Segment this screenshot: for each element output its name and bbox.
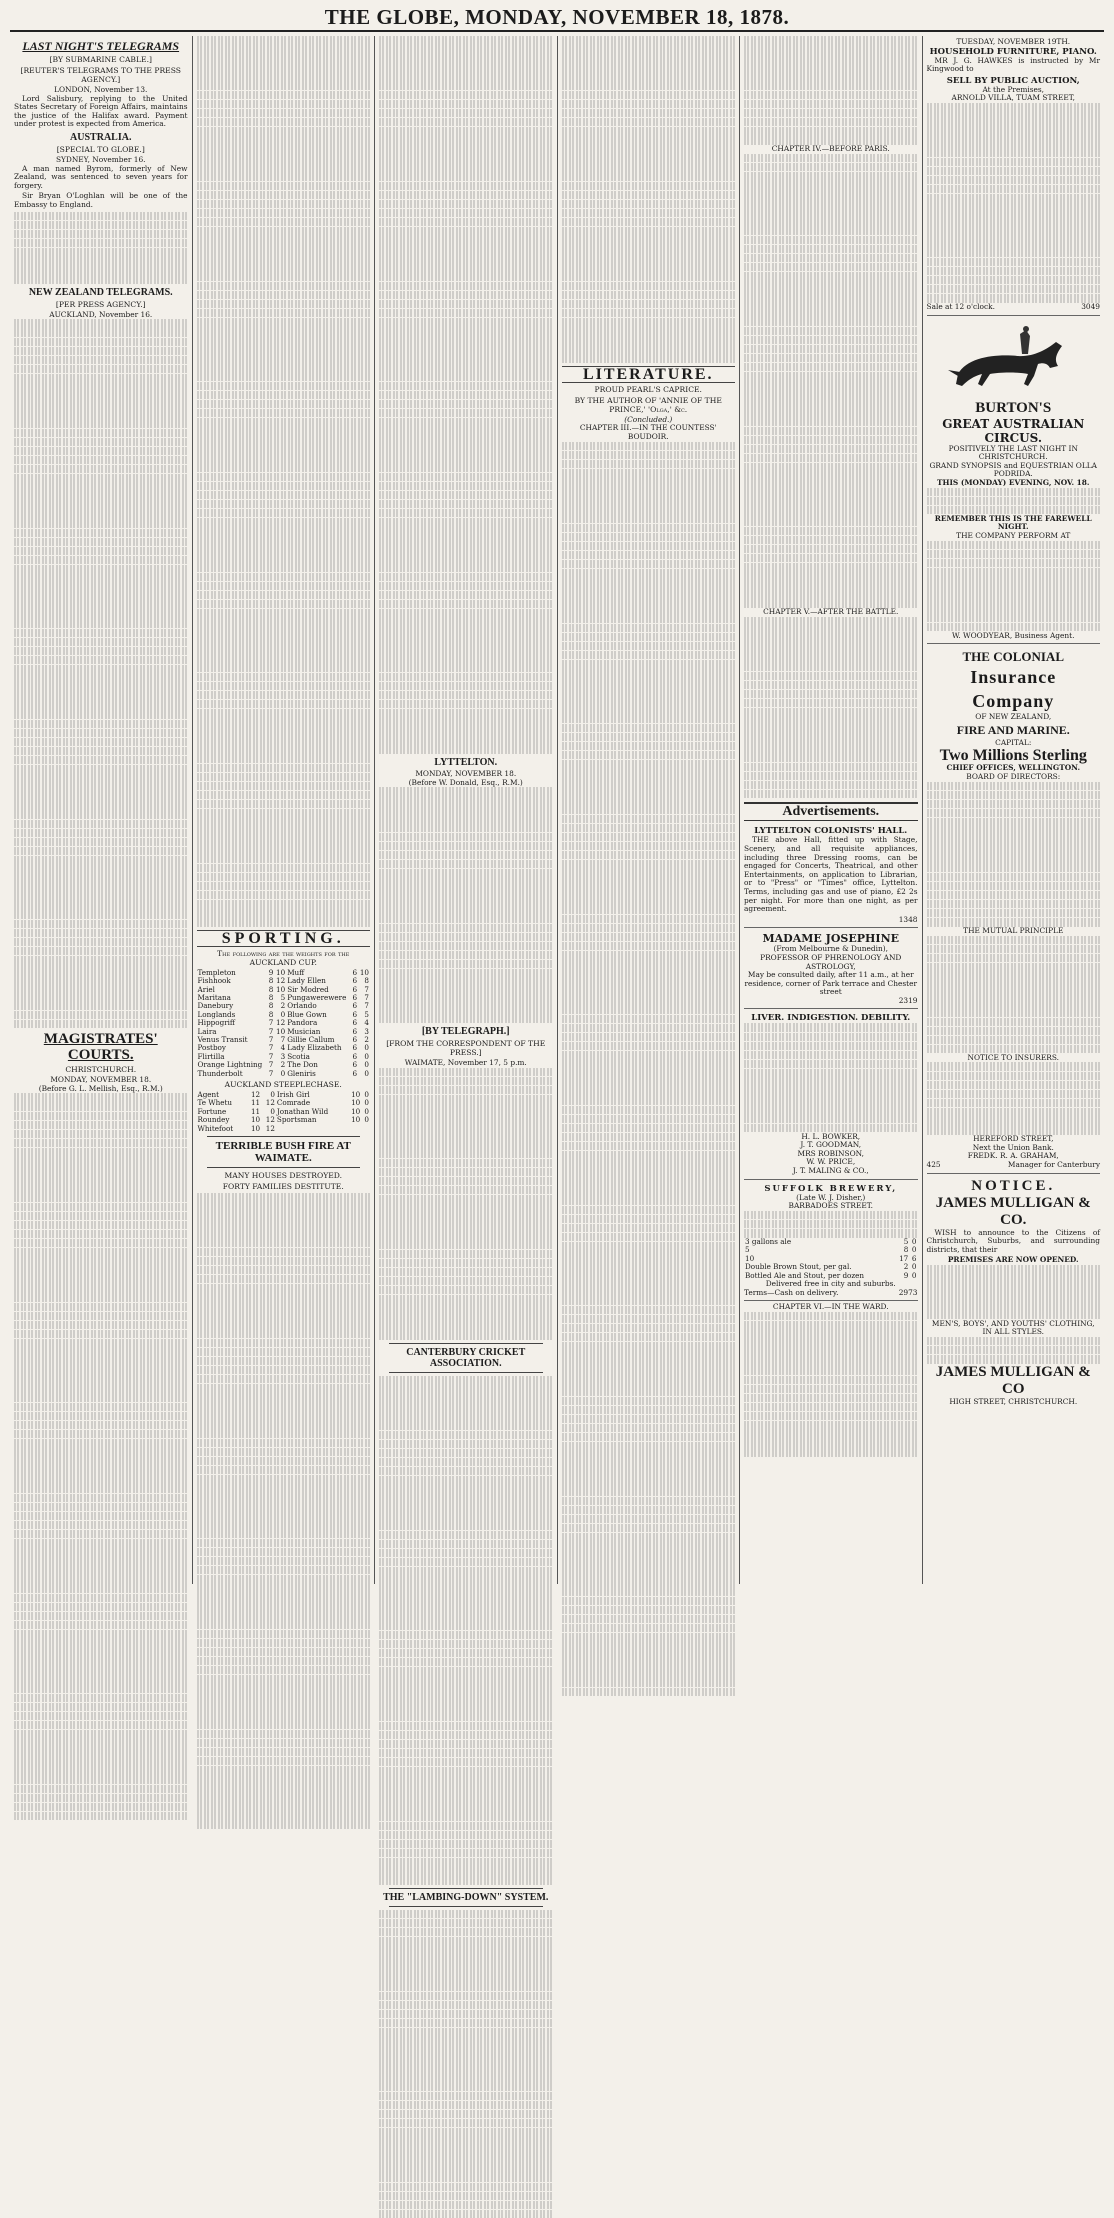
lambing-heading: THE "LAMBING-DOWN" SYSTEM. (383, 1891, 549, 1903)
table-cell: 8 (903, 1245, 909, 1255)
table-cell: Fishhook (197, 976, 231, 986)
price-row (744, 1246, 918, 1254)
table-cell: Lady Ellen (287, 976, 326, 986)
divider (207, 1167, 361, 1168)
para-byrom: A man named Byrom, formerly of New Zealand, was sentenced to seven years for forgery. (14, 163, 188, 190)
auction-footer (927, 303, 1101, 312)
insurance-office: HEREFORD STREET, (973, 1134, 1054, 1144)
body-text (197, 36, 371, 927)
dateline-sydney: SYDNEY, November 16. (55, 154, 146, 164)
masthead: THE GLOBE, MONDAY, NOVEMBER 18, 1878. (10, 4, 1104, 32)
telegrams-sub2: [REUTER'S TELEGRAMS TO THE PRESS AGENCY.] (20, 66, 181, 84)
brewery-number: 2973 (898, 1287, 918, 1297)
divider (389, 1888, 543, 1889)
table-cell: 10 (276, 984, 286, 994)
table-cell: 6 (352, 1009, 358, 1019)
table-cell: 0 (364, 1068, 369, 1078)
magistrates-sub: CHRISTCHURCH. (65, 1065, 137, 1075)
table-cell: 6 (352, 1034, 358, 1044)
body-text (14, 212, 188, 284)
chapter-5: CHAPTER V.—AFTER THE BATTLE. (763, 607, 899, 617)
table-cell: Blue Gown (287, 1009, 327, 1019)
insurance-capital-label: CAPITAL: (995, 737, 1032, 747)
table-cell: 0 (911, 1270, 917, 1280)
madame-ad (744, 930, 918, 1009)
auction-sell: SELL BY PUBLIC AUCTION, (946, 75, 1080, 86)
price-row (744, 1238, 918, 1246)
insurance-offices: CHIEF OFFICES, WELLINGTON. (946, 763, 1081, 773)
table-cell: 8 (268, 1001, 274, 1011)
table-cell: 4 (364, 1018, 369, 1028)
lyttelton-heading: LYTTELTON. (434, 756, 498, 768)
magistrates-bench: (Before G. L. Mellish, Esq., R.M.) (38, 1083, 163, 1093)
table-cell: 7 (268, 1026, 274, 1036)
table-cell: 6 (352, 1060, 358, 1070)
table-cell: 0 (270, 1089, 275, 1099)
magistrates-heading: MAGISTRATES' COURTS. (43, 1031, 158, 1064)
insurance-agent: FREDK. R. A. GRAHAM, (967, 1151, 1059, 1161)
horse-rider-icon (938, 326, 1088, 396)
table-cell: 4 (280, 1043, 286, 1053)
brewery-location: BARBADOES STREET. (788, 1201, 873, 1211)
body-text (744, 1023, 918, 1132)
circus-farewell: REMEMBER THIS IS THE FAREWELL NIGHT. (934, 513, 1092, 532)
column-1 (10, 36, 193, 1584)
table-cell: 7 (268, 1018, 274, 1028)
table-cell: 6 (352, 984, 358, 994)
brewery-sub: (Late W. J. Disher,) (796, 1192, 866, 1202)
table-cell: Roundey (197, 1115, 230, 1125)
table-cell: 11 (250, 1106, 261, 1116)
table-cell: 7 (364, 992, 369, 1002)
table-cell: 10 (250, 1115, 261, 1125)
table-cell: 8 (268, 976, 274, 986)
sporting-heading: SPORTING. (197, 930, 371, 947)
circus-grand: GRAND SYNOPSIS and EQUESTRIAN OLLA PODRIDA. (929, 460, 1098, 479)
table-cell: Agent (197, 1089, 220, 1099)
insurance-fire-marine: FIRE AND MARINE. (956, 722, 1070, 737)
auction-date: TUESDAY, NOVEMBER 19TH. (956, 37, 1071, 46)
table-cell: 10 (745, 1253, 755, 1263)
circus-ad (927, 318, 1101, 645)
table-cell: 2 (364, 1034, 369, 1044)
table-cell: 6 (352, 1068, 358, 1078)
telegraph-sub: [FROM THE CORRESPONDENT OF THE PRESS.] (386, 1039, 546, 1058)
table-cell: 6 (352, 1026, 358, 1036)
table-cell: Musician (287, 1026, 321, 1036)
circus-positively: POSITIVELY THE LAST NIGHT IN CHRISTCHURCH. (948, 443, 1078, 462)
table-cell: 2 (280, 1060, 286, 1070)
table-cell: 0 (364, 1060, 369, 1070)
story-author: BY THE AUTHOR OF 'ANNIE OF THE PRINCE,' 'Olga,' &c. (574, 395, 722, 414)
auction-premises: At the Premises, (982, 84, 1045, 94)
table-cell: 11 (250, 1098, 261, 1108)
body-text (927, 936, 1101, 1054)
table-cell: 10 (250, 1123, 261, 1133)
table-cell: 9 (268, 967, 274, 977)
insurance-nz: OF NEW ZEALAND, (975, 712, 1052, 722)
table-cell: Whitefoot (197, 1123, 234, 1133)
table-cell: 2 (903, 1262, 909, 1272)
auction-intro: MR J. G. HAWKES is instructed by Mr Kingwood to (926, 55, 1100, 74)
mulligan-mens: MEN'S, BOYS', AND YOUTHS' CLOTHING, IN ALL STYLES. (931, 1318, 1095, 1337)
bushfire-sub2: FORTY FAMILIES DESTITUTE. (222, 1182, 344, 1191)
steeplechase-row (197, 1125, 371, 1133)
table-cell: 0 (911, 1245, 917, 1255)
table-cell: Muff (287, 967, 305, 977)
table-cell: Danebury (197, 1001, 234, 1011)
table-cell: 10 (276, 1026, 286, 1036)
brewery-title: SUFFOLK BREWERY, (764, 1183, 898, 1194)
table-cell: 6 (352, 976, 358, 986)
body-text (379, 1376, 553, 1885)
insurance-mutual: THE MUTUAL PRINCIPLE (963, 926, 1064, 936)
table-cell: 5 (364, 1009, 369, 1019)
literature-heading: LITERATURE. (562, 366, 736, 383)
table-cell: Gillie Callum (287, 1034, 335, 1044)
table-cell: 0 (364, 1043, 369, 1053)
nz-telegrams-heading: NEW ZEALAND TELEGRAMS. (28, 286, 173, 298)
cricket-heading: CANTERBURY CRICKET ASSOCIATION. (406, 1346, 526, 1369)
table-cell (276, 1125, 347, 1133)
story-concluded: (Concluded.) (624, 414, 673, 424)
body-text (927, 541, 1101, 631)
cup-weights-table (197, 969, 371, 1078)
circus-burton: BURTON'S (975, 399, 1052, 416)
telegraph-heading: [BY TELEGRAPH.] (421, 1026, 510, 1038)
table-cell: 10 (351, 1098, 361, 1108)
circus-agent: W. WOODYEAR, Business Agent. (952, 630, 1075, 640)
table-cell: 5 (280, 992, 286, 1002)
table-cell (361, 1125, 370, 1133)
para-ologhlan: Sir Bryan O'Loghlan will be one of the Embassy to England. (14, 191, 188, 209)
table-cell: 8 (268, 992, 274, 1002)
table-cell: 6 (352, 1001, 358, 1011)
table-cell: 12 (276, 1018, 286, 1028)
madame-number: 2319 (898, 995, 918, 1005)
brewery-delivery: Delivered free in city and suburbs. (765, 1279, 896, 1289)
table-cell: 0 (364, 1106, 369, 1116)
table-cell: 2 (280, 1001, 286, 1011)
body-text (379, 787, 553, 1023)
insurance-number: 425 (926, 1160, 941, 1169)
table-cell: 6 (352, 1018, 358, 1028)
body-text (379, 1068, 553, 1340)
madame-name: MADAME JOSEPHINE (762, 932, 900, 946)
table-cell: Postboy (197, 1043, 226, 1053)
table-cell: Lady Elizabeth (287, 1043, 342, 1053)
table-cell: 10 (276, 967, 286, 977)
hall-text: THE above Hall, fitted up with Stage, Scenery, and all requisite appliances, including three Dressing rooms, can be engaged for Concerts, Theatrical, and other Entertainments, on application to Librarian, or to "Press" or "Times" office, Lyttelton. Terms, including gas and use of piano, £2 2s per night. For more than one night, as per agreement. (744, 835, 918, 914)
table-cell: 6 (911, 1253, 917, 1263)
table-cell: Flirtilla (197, 1051, 225, 1061)
auction-ad (927, 36, 1101, 316)
table-cell: 7 (268, 1060, 274, 1070)
divider (207, 1136, 361, 1137)
table-cell: 0 (364, 1098, 369, 1108)
agent-robinson: MRS ROBINSON, (797, 1148, 864, 1158)
table-cell: 8 (364, 976, 369, 986)
body-text (927, 1265, 1101, 1319)
table-cell: Gleniris (287, 1068, 316, 1078)
insurance-office2: Next the Union Bank. (972, 1142, 1054, 1152)
table-cell: Venus Transit (197, 1034, 248, 1044)
body-text (927, 103, 1101, 303)
table-cell: 5 (903, 1237, 909, 1247)
table-cell: 3 (280, 1051, 286, 1061)
table-cell: Templeton (197, 967, 236, 977)
agent-bowker: H. L. BOWKER, (801, 1131, 861, 1141)
table-cell: Comrade (276, 1098, 311, 1108)
body-text (562, 442, 736, 1696)
table-cell: 10 (351, 1115, 361, 1125)
table-cell: 7 (268, 1043, 274, 1053)
insurance-the-colonial: THE COLONIAL (962, 649, 1064, 665)
circus-company: THE COMPANY PERFORM AT (956, 531, 1071, 541)
table-cell: Bottled Ale and Stout, per dozen (745, 1270, 865, 1280)
hall-ad (744, 824, 918, 928)
divider (389, 1906, 543, 1907)
telegrams-sub: [BY SUBMARINE CABLE.] (49, 55, 152, 64)
australia-heading: AUSTRALIA. (70, 131, 132, 143)
table-cell: 7 (268, 1034, 274, 1044)
para-salisbury: Lord Salisbury, replying to the United States Secretary of Foreign Affairs, maintains the justice of the Halifax award. Payment under protest is expected from America. (14, 93, 188, 129)
nz-telegrams-sub: [PER PRESS AGENCY.] (55, 299, 146, 309)
table-cell: 0 (280, 1068, 286, 1078)
column-6 (923, 36, 1105, 1584)
table-cell: Pandora (287, 1018, 318, 1028)
columns (10, 36, 1104, 1903)
table-cell: 0 (270, 1106, 275, 1116)
table-cell: Laira (197, 1026, 217, 1036)
australia-sub: [SPECIAL TO GLOBE.] (56, 144, 145, 154)
table-cell: 7 (268, 1051, 274, 1061)
auction-villa: ARNOLD VILLA, TUAM STREET, (951, 93, 1075, 103)
table-cell: Thunderbolt (197, 1068, 243, 1078)
table-cell: Orlando (287, 1001, 317, 1011)
body-text (379, 36, 553, 754)
madame-hours: May be consulted daily, after 11 a.m., at her residence, corner of Park terrace and Chester street (744, 970, 918, 997)
madame-profession: PROFESSOR OF PHRENOLOGY AND ASTROLOGY, (760, 952, 902, 971)
circus-title: GREAT AUSTRALIAN CIRCUS. (942, 416, 1085, 445)
table-cell: Fortune (197, 1106, 227, 1116)
table-cell: Pungawerewere (287, 992, 347, 1002)
body-text (14, 1093, 188, 1820)
insurance-footer (927, 1161, 1101, 1170)
body-text (927, 782, 1101, 927)
liver-title: LIVER. INDIGESTION. DEBILITY. (751, 1013, 911, 1024)
table-cell: Maritana (197, 992, 231, 1002)
table-cell: 0 (364, 1051, 369, 1061)
body-text (744, 154, 918, 608)
divider (389, 1372, 543, 1373)
table-cell: Jonathan Wild (276, 1106, 329, 1116)
table-cell: 6 (352, 967, 358, 977)
table-cell: 10 (351, 1106, 361, 1116)
hall-number: 1348 (898, 914, 918, 924)
table-cell: 3 (364, 1026, 369, 1036)
table-cell: 7 (364, 1001, 369, 1011)
mulligan-name-2: JAMES MULLIGAN & CO (935, 1364, 1091, 1397)
chapter-3: CHAPTER III.—IN THE COUNTESS' BOUDOIR. (579, 423, 717, 442)
weights-row (197, 1070, 371, 1078)
table-cell: 12 (276, 976, 286, 986)
dateline-london: LONDON, November 13. (54, 85, 148, 94)
body-text (744, 1211, 918, 1238)
liver-ad (744, 1011, 918, 1179)
body-text (562, 36, 736, 363)
table-cell: Orange Lightning (197, 1060, 263, 1070)
insurance-agent-title: Manager for Canterbury (1007, 1160, 1100, 1169)
table-cell: 10 (351, 1089, 361, 1099)
advertisements-heading: Advertisements. (744, 802, 918, 821)
column-5 (740, 36, 923, 1584)
table-cell: 7 (364, 984, 369, 994)
body-text (927, 488, 1101, 515)
steeplechase-table (197, 1091, 371, 1133)
lyttelton-bench: (Before W. Donald, Esq., R.M.) (408, 777, 523, 787)
agent-price: W. W. PRICE, (806, 1157, 856, 1167)
insurance-capital: Two Millions Sterling (939, 747, 1087, 765)
column-4 (558, 36, 741, 1584)
table-cell: Sportsman (276, 1115, 317, 1125)
table-cell: 7 (268, 1068, 274, 1078)
telegraph-date: WAIMATE, November 17, 5 p.m. (404, 1058, 527, 1068)
mulligan-name: JAMES MULLIGAN & CO. (935, 1194, 1091, 1228)
steeplechase-sub: AUCKLAND STEEPLECHASE. (224, 1079, 342, 1089)
body-text (197, 1193, 371, 1829)
agent-goodman: J. T. GOODMAN, (800, 1140, 862, 1150)
table-cell: 5 (745, 1245, 750, 1255)
table-cell: 0 (280, 1009, 286, 1019)
mulligan-text: WISH to announce to the Citizens of Christchurch, Suburbs, and surrounding districts, that their (926, 1227, 1100, 1254)
brewery-terms: Terms—Cash on delivery. (744, 1287, 839, 1297)
table-cell: 6 (352, 1051, 358, 1061)
body-text (927, 1337, 1101, 1364)
table-cell: 0 (911, 1237, 917, 1247)
column-3 (375, 36, 558, 1903)
story-title: PROUD PEARL'S CAPRICE. (594, 384, 702, 394)
insurance-notice: NOTICE TO INSURERS. (967, 1052, 1059, 1062)
insurance-ad (927, 646, 1101, 1173)
sporting-sub: The following are the weights for the AUCKLAND CUP. (217, 948, 350, 967)
brewery-prices (744, 1238, 918, 1280)
mulligan-notice: NOTICE. (971, 1177, 1056, 1194)
chapter-6: CHAPTER VI.—IN THE WARD. (772, 1302, 889, 1312)
bushfire-heading: TERRIBLE BUSH FIRE AT WAIMATE. (215, 1140, 351, 1164)
body-text (14, 319, 188, 1028)
auction-time: Sale at 12 o'clock. (926, 302, 995, 312)
table-cell: Hippogriff (197, 1018, 236, 1028)
hall-title: LYTTELTON COLONISTS' HALL. (754, 826, 908, 837)
table-cell (346, 1125, 361, 1133)
table-cell: 3 gallons ale (745, 1237, 792, 1247)
table-cell: Te Whetu (197, 1098, 233, 1108)
table-cell: Sir Modred (287, 984, 329, 994)
table-cell: Longlands (197, 1009, 236, 1019)
brewery-ad (744, 1182, 918, 1302)
table-cell: 6 (352, 1043, 358, 1053)
table-cell: 10 (359, 967, 369, 977)
table-cell: 12 (250, 1089, 261, 1099)
table-cell: 8 (268, 1009, 274, 1019)
magistrates-date: MONDAY, NOVEMBER 18. (50, 1075, 152, 1085)
mulligan-address: HIGH STREET, CHRISTCHURCH. (949, 1397, 1078, 1406)
body-text (744, 617, 918, 798)
body-text (927, 1062, 1101, 1134)
table-cell: 12 (265, 1098, 275, 1108)
bushfire-sub1: MANY HOUSES DESTROYED. (224, 1171, 343, 1180)
brewery-footer (744, 1289, 918, 1298)
mulligan-premises: PREMISES ARE NOW OPENED. (947, 1255, 1079, 1265)
body-text (379, 1910, 553, 2218)
dateline-auckland: AUCKLAND, November 16. (49, 309, 153, 319)
table-cell: Irish Girl (276, 1089, 310, 1099)
table-cell: 6 (352, 992, 358, 1002)
table-cell: 12 (265, 1115, 275, 1125)
table-cell: 0 (911, 1262, 917, 1272)
mulligan-ad (927, 1176, 1101, 1410)
table-cell: Double Brown Stout, per gal. (745, 1262, 852, 1272)
table-cell: 0 (364, 1115, 369, 1125)
circus-monday: THIS (MONDAY) EVENING, NOV. 18. (936, 478, 1090, 487)
auction-title: HOUSEHOLD FURNITURE, PIANO. (929, 46, 1097, 57)
table-cell: Ariel (197, 984, 215, 994)
table-cell: Scotia (287, 1051, 310, 1061)
auction-number: 3049 (1081, 302, 1100, 312)
lyttelton-date: MONDAY, NOVEMBER 18. (415, 768, 517, 778)
chapter-4: CHAPTER IV.—BEFORE PARIS. (771, 144, 890, 154)
table-cell: The Don (287, 1060, 318, 1070)
insurance-board: BOARD OF DIRECTORS: (966, 771, 1061, 781)
table-cell: 9 (903, 1270, 909, 1280)
table-cell: 0 (364, 1089, 369, 1099)
insurance-company: Insurance Company (970, 667, 1057, 712)
body-text (744, 1312, 918, 1457)
table-cell: 8 (268, 984, 274, 994)
body-text (744, 36, 918, 145)
column-2 (193, 36, 376, 1584)
table-cell: 12 (265, 1123, 275, 1133)
madame-from: (From Melbourne & Dunedin), (773, 944, 888, 954)
table-cell: 7 (280, 1034, 286, 1044)
divider (389, 1343, 543, 1344)
telegrams-heading: LAST NIGHT'S TELEGRAMS (22, 39, 180, 53)
agent-maling: J. T. MALING & CO., (792, 1165, 869, 1175)
table-cell: 17 (899, 1253, 909, 1263)
